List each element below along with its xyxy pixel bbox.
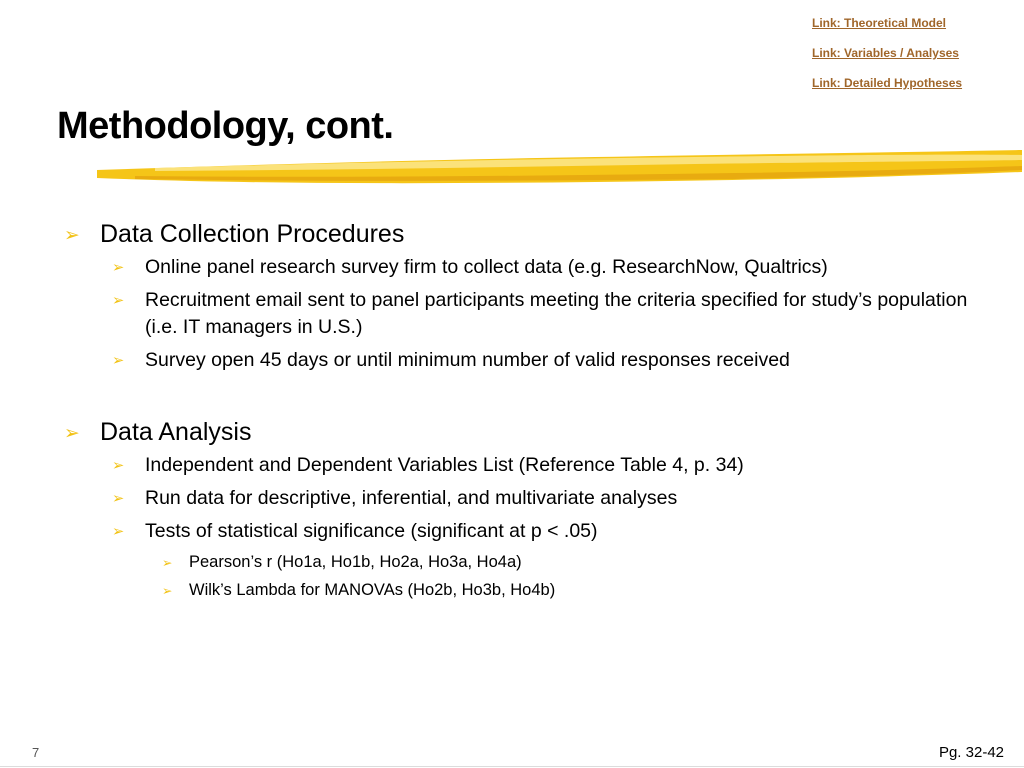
slide-body [64,216,1004,607]
sub-sub-bullet [64,551,1004,573]
bullet-text: Survey open 45 days or until minimum number of valid responses received [145,349,790,371]
arrowhead-bullet-icon: ➢ [112,524,125,540]
bullet-data-analysis [64,414,1004,450]
bullet-text: Online panel research survey firm to collect data (e.g. ResearchNow, Qualtrics) [145,256,828,278]
title-underline-brush-stroke [95,146,1024,190]
arrowhead-bullet-icon: ➢ [112,293,125,309]
bullet-text: Independent and Dependent Variables List (Reference Table 4, p. 34) [145,454,744,476]
arrowhead-bullet-icon: ➢ [112,458,125,474]
footer-divider [0,766,1024,767]
sub-bullet [64,347,1004,374]
bullet-text: Run data for descriptive, inferential, and multivariate analyses [145,487,678,509]
arrowhead-bullet-icon: ➢ [162,584,173,598]
slide-title: Methodology, cont. [57,105,394,147]
bullet-data-collection [64,216,1004,252]
arrowhead-bullet-icon: ➢ [64,224,80,245]
sub-bullet [64,452,1004,479]
arrowhead-bullet-icon: ➢ [162,556,173,570]
bullet-text: Data Collection Procedures [100,220,405,248]
bullet-text: Pearson’s r (Ho1a, Ho1b, Ho2a, Ho3a, Ho4a) [189,553,522,571]
sub-sub-bullet [64,579,1004,601]
link-detailed-hypotheses[interactable]: Link: Detailed Hypotheses [812,76,963,90]
arrowhead-bullet-icon: ➢ [112,260,125,276]
arrowhead-bullet-icon: ➢ [112,353,125,369]
slide-number: 7 [32,745,40,760]
bullet-list [64,216,1004,601]
sub-bullet [64,518,1004,545]
section-spacer [64,380,1004,414]
link-list [812,12,962,102]
arrowhead-bullet-icon: ➢ [112,491,125,507]
link-variables-analyses[interactable]: Link: Variables / Analyses [812,46,959,60]
bullet-text: Tests of statistical significance (significant at p < .05) [145,520,598,542]
bullet-text: Wilk’s Lambda for MANOVAs (Ho2b, Ho3b, Ho4b) [189,581,556,599]
link-theoretical-model[interactable]: Link: Theoretical Model [812,16,947,30]
arrowhead-bullet-icon: ➢ [64,422,80,443]
bullet-text: Data Analysis [100,418,252,446]
sub-bullet [64,287,1004,341]
page-reference: Pg. 32-42 [938,744,1004,761]
sub-bullet [64,254,1004,281]
sub-bullet [64,485,1004,512]
bullet-text: Recruitment email sent to panel participants meeting the criteria specified for study’s population (i.e. IT managers in U.S.) [145,289,968,338]
